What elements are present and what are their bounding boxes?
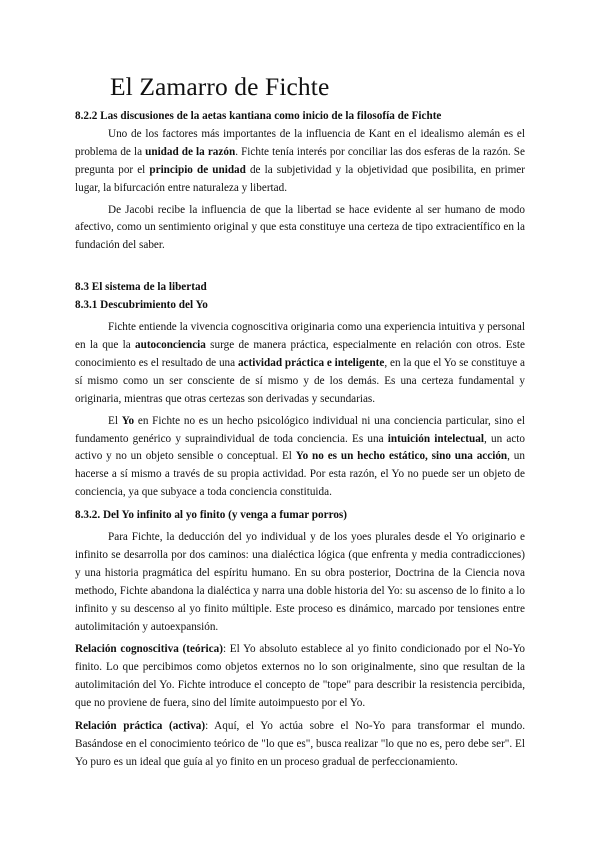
section-heading-8-3-1: 8.3.1 Descubrimiento del Yo bbox=[75, 299, 208, 312]
document-body bbox=[75, 108, 525, 772]
paragraph: Para Fichte, la deducción del yo individual y de los yoes plurales desde el Yo originario e infinito se desarrolla por dos caminos: una dialéctica lógica (que enfrenta y media contradicciones) y una historia pragmática del espíritu humano. En su obra posterior, Doctrina de la Ciencia nova methodo, Fichte abandona la dialéctica y narra una doble historia del Yo: su ascenso de lo finito a lo infinito y su descenso al yo finito múltiple. Este proceso es dinámico, marcado por tensiones entre autolimitación y autoexpansión. bbox=[75, 531, 525, 633]
paragraph: Fichte entiende la vivencia cognoscitiva originaria como una experiencia intuitiva y personal en la que la autoconciencia surge de manera práctica, especialmente en relación con otros. Este conocimiento es el resultado de una actividad práctica e inteligente, en la que el Yo se constituye a sí mismo como un ser consciente de sí mismo y de los demás. Es una certeza fundamental y originaria, mientras que otras certezas son derivadas y secundarias. bbox=[75, 321, 525, 405]
paragraph: El Yo en Fichte no es un hecho psicológico individual ni una conciencia particular, sino el fundamento genérico y supraindividual de toda conciencia. Es una intuición intelectual, un acto activo y no un objeto sensible o conceptual. El Yo no es un hecho estático, sino una acción, un hacerse a sí mismo a través de su propia actividad. Por esta razón, el Yo no puede ser un objeto de conciencia, ya que subyace a toda conciencia constituida. bbox=[75, 414, 525, 499]
page-title: El Zamarro de Fichte bbox=[110, 72, 330, 101]
section-heading-8-3-2: 8.3.2. Del Yo infinito al yo finito (y venga a fumar porros) bbox=[75, 509, 348, 522]
section-heading-8-2-2: 8.2.2 Las discusiones de la aetas kantiana como inicio de la filosofía de Fichte bbox=[75, 110, 442, 122]
relation-paragraph: Relación cognoscitiva (teórica): El Yo absoluto establece al yo finito condicionado por el No-Yo finito. Lo que percibimos como objetos externos no lo son originalmente, sino que resultan de la autolimitación del Yo. Fichte introduce el concepto de "tope" para describir la resistencia percibida, que no proviene de fuera, sino del límite autoimpuesto por el Yo. bbox=[75, 643, 525, 710]
paragraph: De Jacobi recibe la influencia de que la libertad se hace evidente al ser humano de modo afectivo, como un sentimiento original y que esta constituye una certeza de tipo extracientífico en la fundación del saber. bbox=[75, 203, 525, 252]
relation-paragraph: Relación práctica (activa): Aquí, el Yo actúa sobre el No-Yo para transformar el mundo. Basándose en el conocimiento teórico de "lo que es", busca realizar "lo que no es, pero debe ser". El Yo puro es un ideal que guía al yo finito en un proceso gradual de perfeccionamiento. bbox=[75, 720, 525, 768]
paragraph: Uno de los factores más importantes de la influencia de Kant en el idealismo alemán es el problema de la unidad de la razón. Fichte tenía interés por conciliar las dos esferas de la razón. Se pregunta por el principio de unidad de la subjetividad y la objetividad que posibilita, en primer lugar, la bifurcación entre naturaleza y libertad. bbox=[75, 127, 525, 194]
section-heading-8-3: 8.3 El sistema de la libertad bbox=[75, 281, 207, 294]
